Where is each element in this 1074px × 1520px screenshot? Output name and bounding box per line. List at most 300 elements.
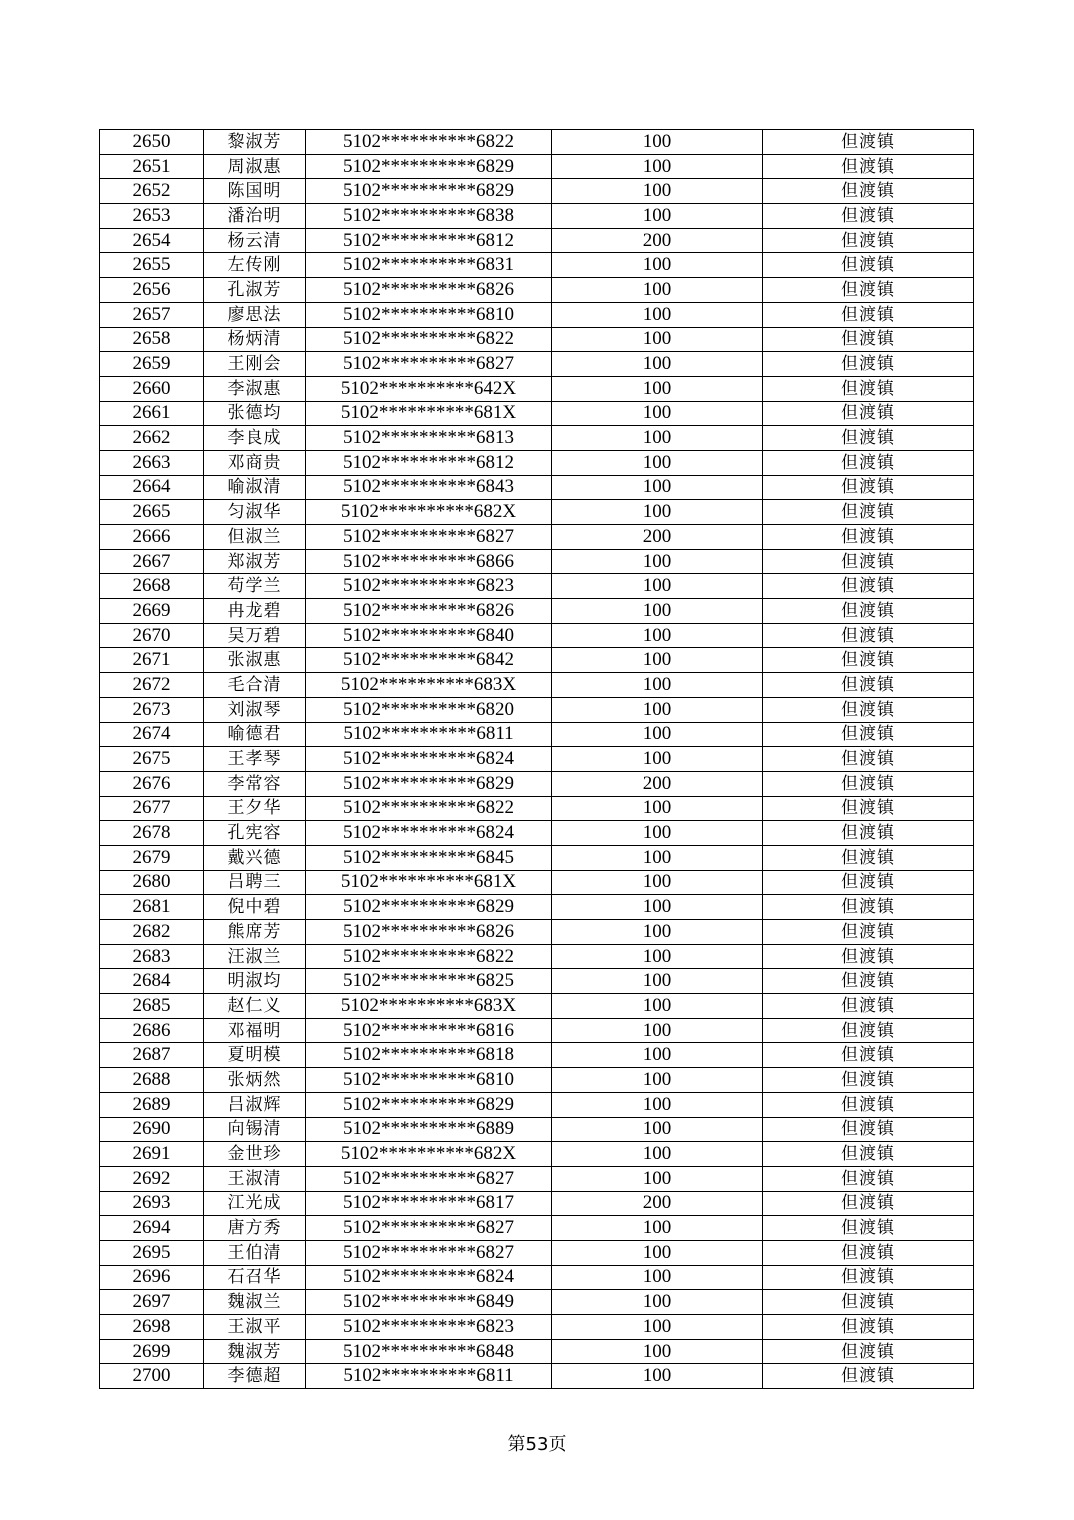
serial-number-cell: 2699	[100, 1339, 204, 1364]
name-cell: 倪中碧	[204, 895, 306, 920]
amount-cell: 100	[552, 673, 763, 698]
amount-cell: 100	[552, 1018, 763, 1043]
name-cell: 孔淑芳	[204, 278, 306, 303]
id-number-cell: 5102**********6840	[306, 623, 552, 648]
amount-cell: 100	[552, 401, 763, 426]
id-number-cell: 5102**********683X	[306, 673, 552, 698]
name-cell: 石召华	[204, 1265, 306, 1290]
table-row	[100, 994, 974, 1019]
id-number-cell: 5102**********6827	[306, 525, 552, 550]
table-row	[100, 821, 974, 846]
serial-number-cell: 2683	[100, 944, 204, 969]
amount-cell: 100	[552, 648, 763, 673]
township-cell: 但渡镇	[763, 574, 974, 599]
id-number-cell: 5102**********6845	[306, 845, 552, 870]
township-cell: 但渡镇	[763, 944, 974, 969]
recipient-table	[99, 129, 974, 1389]
table-row	[100, 253, 974, 278]
table-row	[100, 722, 974, 747]
amount-cell: 100	[552, 1240, 763, 1265]
serial-number-cell: 2696	[100, 1265, 204, 1290]
amount-cell: 100	[552, 179, 763, 204]
id-number-cell: 5102**********6823	[306, 1315, 552, 1340]
id-number-cell: 5102**********6817	[306, 1191, 552, 1216]
serial-number-cell: 2677	[100, 796, 204, 821]
township-cell: 但渡镇	[763, 870, 974, 895]
id-number-cell: 5102**********6811	[306, 1364, 552, 1389]
name-cell: 金世珍	[204, 1142, 306, 1167]
table-row	[100, 1265, 974, 1290]
serial-number-cell: 2693	[100, 1191, 204, 1216]
amount-cell: 200	[552, 228, 763, 253]
serial-number-cell: 2671	[100, 648, 204, 673]
table-row	[100, 1068, 974, 1093]
township-cell: 但渡镇	[763, 1166, 974, 1191]
township-cell: 但渡镇	[763, 722, 974, 747]
id-number-cell: 5102**********6810	[306, 302, 552, 327]
amount-cell: 100	[552, 130, 763, 155]
name-cell: 郑淑芳	[204, 549, 306, 574]
township-cell: 但渡镇	[763, 1339, 974, 1364]
amount-cell: 100	[552, 327, 763, 352]
township-cell: 但渡镇	[763, 1364, 974, 1389]
serial-number-cell: 2662	[100, 426, 204, 451]
name-cell: 吕聘三	[204, 870, 306, 895]
amount-cell: 100	[552, 1166, 763, 1191]
id-number-cell: 5102**********6820	[306, 697, 552, 722]
name-cell: 邓福明	[204, 1018, 306, 1043]
name-cell: 毛合清	[204, 673, 306, 698]
serial-number-cell: 2656	[100, 278, 204, 303]
name-cell: 吴万碧	[204, 623, 306, 648]
table-row	[100, 302, 974, 327]
table-row	[100, 130, 974, 155]
name-cell: 杨炳清	[204, 327, 306, 352]
table-row	[100, 969, 974, 994]
name-cell: 张炳然	[204, 1068, 306, 1093]
name-cell: 戴兴德	[204, 845, 306, 870]
amount-cell: 100	[552, 549, 763, 574]
name-cell: 魏淑芳	[204, 1339, 306, 1364]
township-cell: 但渡镇	[763, 697, 974, 722]
name-cell: 刘淑琴	[204, 697, 306, 722]
name-cell: 邓商贵	[204, 450, 306, 475]
amount-cell: 200	[552, 525, 763, 550]
id-number-cell: 5102**********6827	[306, 352, 552, 377]
name-cell: 廖思法	[204, 302, 306, 327]
id-number-cell: 5102**********6826	[306, 599, 552, 624]
amount-cell: 100	[552, 302, 763, 327]
id-number-cell: 5102**********681X	[306, 870, 552, 895]
name-cell: 苟学兰	[204, 574, 306, 599]
amount-cell: 100	[552, 376, 763, 401]
name-cell: 王伯清	[204, 1240, 306, 1265]
name-cell: 冉龙碧	[204, 599, 306, 624]
township-cell: 但渡镇	[763, 450, 974, 475]
township-cell: 但渡镇	[763, 747, 974, 772]
name-cell: 张淑惠	[204, 648, 306, 673]
township-cell: 但渡镇	[763, 1216, 974, 1241]
serial-number-cell: 2680	[100, 870, 204, 895]
amount-cell: 100	[552, 994, 763, 1019]
table-row	[100, 673, 974, 698]
amount-cell: 100	[552, 623, 763, 648]
name-cell: 左传刚	[204, 253, 306, 278]
name-cell: 唐方秀	[204, 1216, 306, 1241]
page-number: 第53页	[507, 1434, 567, 1455]
table-row	[100, 154, 974, 179]
id-number-cell: 5102**********6831	[306, 253, 552, 278]
serial-number-cell: 2653	[100, 204, 204, 229]
table-row	[100, 623, 974, 648]
serial-number-cell: 2689	[100, 1092, 204, 1117]
table-row	[100, 1018, 974, 1043]
table-row	[100, 1092, 974, 1117]
serial-number-cell: 2650	[100, 130, 204, 155]
name-cell: 王夕华	[204, 796, 306, 821]
id-number-cell: 5102**********6889	[306, 1117, 552, 1142]
table-row	[100, 599, 974, 624]
township-cell: 但渡镇	[763, 302, 974, 327]
township-cell: 但渡镇	[763, 426, 974, 451]
name-cell: 王淑平	[204, 1315, 306, 1340]
amount-cell: 100	[552, 475, 763, 500]
name-cell: 吕淑辉	[204, 1092, 306, 1117]
serial-number-cell: 2664	[100, 475, 204, 500]
name-cell: 周淑惠	[204, 154, 306, 179]
serial-number-cell: 2681	[100, 895, 204, 920]
table-row	[100, 1043, 974, 1068]
id-number-cell: 5102**********6842	[306, 648, 552, 673]
serial-number-cell: 2657	[100, 302, 204, 327]
amount-cell: 100	[552, 1265, 763, 1290]
table-row	[100, 771, 974, 796]
township-cell: 但渡镇	[763, 648, 974, 673]
id-number-cell: 5102**********6811	[306, 722, 552, 747]
name-cell: 黎淑芳	[204, 130, 306, 155]
township-cell: 但渡镇	[763, 401, 974, 426]
amount-cell: 100	[552, 697, 763, 722]
table-row	[100, 450, 974, 475]
township-cell: 但渡镇	[763, 1092, 974, 1117]
amount-cell: 100	[552, 1339, 763, 1364]
id-number-cell: 5102**********6824	[306, 1265, 552, 1290]
township-cell: 但渡镇	[763, 1265, 974, 1290]
table-row	[100, 1364, 974, 1389]
serial-number-cell: 2691	[100, 1142, 204, 1167]
township-cell: 但渡镇	[763, 253, 974, 278]
id-number-cell: 5102**********6866	[306, 549, 552, 574]
id-number-cell: 5102**********6826	[306, 278, 552, 303]
table-row	[100, 1339, 974, 1364]
serial-number-cell: 2690	[100, 1117, 204, 1142]
id-number-cell: 5102**********642X	[306, 376, 552, 401]
table-row	[100, 475, 974, 500]
name-cell: 李德超	[204, 1364, 306, 1389]
name-cell: 王淑清	[204, 1166, 306, 1191]
township-cell: 但渡镇	[763, 920, 974, 945]
amount-cell: 100	[552, 599, 763, 624]
name-cell: 李良成	[204, 426, 306, 451]
serial-number-cell: 2661	[100, 401, 204, 426]
township-cell: 但渡镇	[763, 1315, 974, 1340]
id-number-cell: 5102**********6812	[306, 450, 552, 475]
id-number-cell: 5102**********6822	[306, 944, 552, 969]
township-cell: 但渡镇	[763, 623, 974, 648]
table-row	[100, 525, 974, 550]
table-row	[100, 549, 974, 574]
serial-number-cell: 2686	[100, 1018, 204, 1043]
serial-number-cell: 2659	[100, 352, 204, 377]
id-number-cell: 5102**********6812	[306, 228, 552, 253]
id-number-cell: 5102**********6826	[306, 920, 552, 945]
serial-number-cell: 2658	[100, 327, 204, 352]
serial-number-cell: 2665	[100, 500, 204, 525]
township-cell: 但渡镇	[763, 969, 974, 994]
amount-cell: 100	[552, 253, 763, 278]
name-cell: 喻德君	[204, 722, 306, 747]
id-number-cell: 5102**********6838	[306, 204, 552, 229]
table-row	[100, 327, 974, 352]
township-cell: 但渡镇	[763, 1240, 974, 1265]
serial-number-cell: 2666	[100, 525, 204, 550]
amount-cell: 100	[552, 278, 763, 303]
name-cell: 孔宪容	[204, 821, 306, 846]
township-cell: 但渡镇	[763, 1043, 974, 1068]
township-cell: 但渡镇	[763, 500, 974, 525]
serial-number-cell: 2651	[100, 154, 204, 179]
serial-number-cell: 2672	[100, 673, 204, 698]
township-cell: 但渡镇	[763, 1018, 974, 1043]
table-row	[100, 500, 974, 525]
id-number-cell: 5102**********6827	[306, 1166, 552, 1191]
amount-cell: 100	[552, 920, 763, 945]
id-number-cell: 5102**********6827	[306, 1216, 552, 1241]
serial-number-cell: 2687	[100, 1043, 204, 1068]
table-row	[100, 1216, 974, 1241]
id-number-cell: 5102**********6827	[306, 1240, 552, 1265]
name-cell: 喻淑清	[204, 475, 306, 500]
township-cell: 但渡镇	[763, 278, 974, 303]
table-row	[100, 1166, 974, 1191]
name-cell: 魏淑兰	[204, 1290, 306, 1315]
township-cell: 但渡镇	[763, 475, 974, 500]
table-row	[100, 648, 974, 673]
name-cell: 王刚会	[204, 352, 306, 377]
township-cell: 但渡镇	[763, 821, 974, 846]
amount-cell: 100	[552, 426, 763, 451]
id-number-cell: 5102**********682X	[306, 1142, 552, 1167]
serial-number-cell: 2668	[100, 574, 204, 599]
serial-number-cell: 2684	[100, 969, 204, 994]
serial-number-cell: 2700	[100, 1364, 204, 1389]
name-cell: 张德均	[204, 401, 306, 426]
amount-cell: 100	[552, 1216, 763, 1241]
table-row	[100, 747, 974, 772]
name-cell: 李常容	[204, 771, 306, 796]
id-number-cell: 5102**********6822	[306, 130, 552, 155]
table-row	[100, 574, 974, 599]
township-cell: 但渡镇	[763, 525, 974, 550]
name-cell: 向锡清	[204, 1117, 306, 1142]
amount-cell: 100	[552, 1117, 763, 1142]
amount-cell: 200	[552, 771, 763, 796]
amount-cell: 100	[552, 969, 763, 994]
table-row	[100, 845, 974, 870]
serial-number-cell: 2675	[100, 747, 204, 772]
township-cell: 但渡镇	[763, 1068, 974, 1093]
table-row	[100, 228, 974, 253]
name-cell: 但淑兰	[204, 525, 306, 550]
table-row	[100, 1315, 974, 1340]
serial-number-cell: 2660	[100, 376, 204, 401]
serial-number-cell: 2698	[100, 1315, 204, 1340]
id-number-cell: 5102**********6829	[306, 895, 552, 920]
id-number-cell: 5102**********681X	[306, 401, 552, 426]
id-number-cell: 5102**********6822	[306, 327, 552, 352]
township-cell: 但渡镇	[763, 204, 974, 229]
serial-number-cell: 2673	[100, 697, 204, 722]
table-row	[100, 278, 974, 303]
township-cell: 但渡镇	[763, 673, 974, 698]
township-cell: 但渡镇	[763, 994, 974, 1019]
name-cell: 匀淑华	[204, 500, 306, 525]
serial-number-cell: 2654	[100, 228, 204, 253]
table-row	[100, 944, 974, 969]
serial-number-cell: 2674	[100, 722, 204, 747]
name-cell: 汪淑兰	[204, 944, 306, 969]
id-number-cell: 5102**********6822	[306, 796, 552, 821]
amount-cell: 100	[552, 500, 763, 525]
township-cell: 但渡镇	[763, 599, 974, 624]
table-row	[100, 1191, 974, 1216]
name-cell: 夏明模	[204, 1043, 306, 1068]
township-cell: 但渡镇	[763, 549, 974, 574]
township-cell: 但渡镇	[763, 352, 974, 377]
name-cell: 李淑惠	[204, 376, 306, 401]
name-cell: 江光成	[204, 1191, 306, 1216]
serial-number-cell: 2692	[100, 1166, 204, 1191]
name-cell: 陈国明	[204, 179, 306, 204]
amount-cell: 100	[552, 1364, 763, 1389]
serial-number-cell: 2655	[100, 253, 204, 278]
serial-number-cell: 2685	[100, 994, 204, 1019]
serial-number-cell: 2670	[100, 623, 204, 648]
name-cell: 潘治明	[204, 204, 306, 229]
name-cell: 杨云清	[204, 228, 306, 253]
id-number-cell: 5102**********6829	[306, 1092, 552, 1117]
township-cell: 但渡镇	[763, 1117, 974, 1142]
table-row	[100, 895, 974, 920]
amount-cell: 100	[552, 895, 763, 920]
amount-cell: 100	[552, 821, 763, 846]
id-number-cell: 5102**********6843	[306, 475, 552, 500]
amount-cell: 100	[552, 796, 763, 821]
amount-cell: 100	[552, 450, 763, 475]
township-cell: 但渡镇	[763, 845, 974, 870]
amount-cell: 100	[552, 1315, 763, 1340]
township-cell: 但渡镇	[763, 327, 974, 352]
township-cell: 但渡镇	[763, 130, 974, 155]
name-cell: 王孝琴	[204, 747, 306, 772]
table-row	[100, 1142, 974, 1167]
amount-cell: 100	[552, 1142, 763, 1167]
amount-cell: 100	[552, 845, 763, 870]
table-row	[100, 870, 974, 895]
table-row	[100, 204, 974, 229]
table-row	[100, 179, 974, 204]
serial-number-cell: 2679	[100, 845, 204, 870]
amount-cell: 100	[552, 747, 763, 772]
table-row	[100, 796, 974, 821]
township-cell: 但渡镇	[763, 895, 974, 920]
table-row	[100, 426, 974, 451]
id-number-cell: 5102**********6813	[306, 426, 552, 451]
table-row	[100, 697, 974, 722]
id-number-cell: 5102**********6816	[306, 1018, 552, 1043]
serial-number-cell: 2663	[100, 450, 204, 475]
id-number-cell: 5102**********6829	[306, 154, 552, 179]
serial-number-cell: 2678	[100, 821, 204, 846]
id-number-cell: 5102**********6849	[306, 1290, 552, 1315]
township-cell: 但渡镇	[763, 796, 974, 821]
serial-number-cell: 2682	[100, 920, 204, 945]
table-row	[100, 1290, 974, 1315]
township-cell: 但渡镇	[763, 179, 974, 204]
id-number-cell: 5102**********6829	[306, 771, 552, 796]
amount-cell: 100	[552, 1092, 763, 1117]
township-cell: 但渡镇	[763, 376, 974, 401]
id-number-cell: 5102**********6824	[306, 821, 552, 846]
id-number-cell: 5102**********682X	[306, 500, 552, 525]
amount-cell: 100	[552, 870, 763, 895]
name-cell: 明淑均	[204, 969, 306, 994]
name-cell: 熊席芳	[204, 920, 306, 945]
amount-cell: 100	[552, 204, 763, 229]
id-number-cell: 5102**********6848	[306, 1339, 552, 1364]
serial-number-cell: 2669	[100, 599, 204, 624]
id-number-cell: 5102**********6823	[306, 574, 552, 599]
amount-cell: 100	[552, 574, 763, 599]
table-row	[100, 1117, 974, 1142]
serial-number-cell: 2695	[100, 1240, 204, 1265]
amount-cell: 100	[552, 154, 763, 179]
township-cell: 但渡镇	[763, 1142, 974, 1167]
serial-number-cell: 2652	[100, 179, 204, 204]
township-cell: 但渡镇	[763, 154, 974, 179]
id-number-cell: 5102**********683X	[306, 994, 552, 1019]
amount-cell: 100	[552, 352, 763, 377]
name-cell: 赵仁义	[204, 994, 306, 1019]
table-body	[100, 130, 974, 1389]
amount-cell: 200	[552, 1191, 763, 1216]
amount-cell: 100	[552, 1290, 763, 1315]
serial-number-cell: 2667	[100, 549, 204, 574]
township-cell: 但渡镇	[763, 771, 974, 796]
serial-number-cell: 2676	[100, 771, 204, 796]
amount-cell: 100	[552, 1068, 763, 1093]
table-row	[100, 352, 974, 377]
table-row	[100, 1240, 974, 1265]
table-row	[100, 401, 974, 426]
township-cell: 但渡镇	[763, 228, 974, 253]
table-row	[100, 920, 974, 945]
id-number-cell: 5102**********6824	[306, 747, 552, 772]
id-number-cell: 5102**********6818	[306, 1043, 552, 1068]
amount-cell: 100	[552, 722, 763, 747]
amount-cell: 100	[552, 1043, 763, 1068]
serial-number-cell: 2694	[100, 1216, 204, 1241]
